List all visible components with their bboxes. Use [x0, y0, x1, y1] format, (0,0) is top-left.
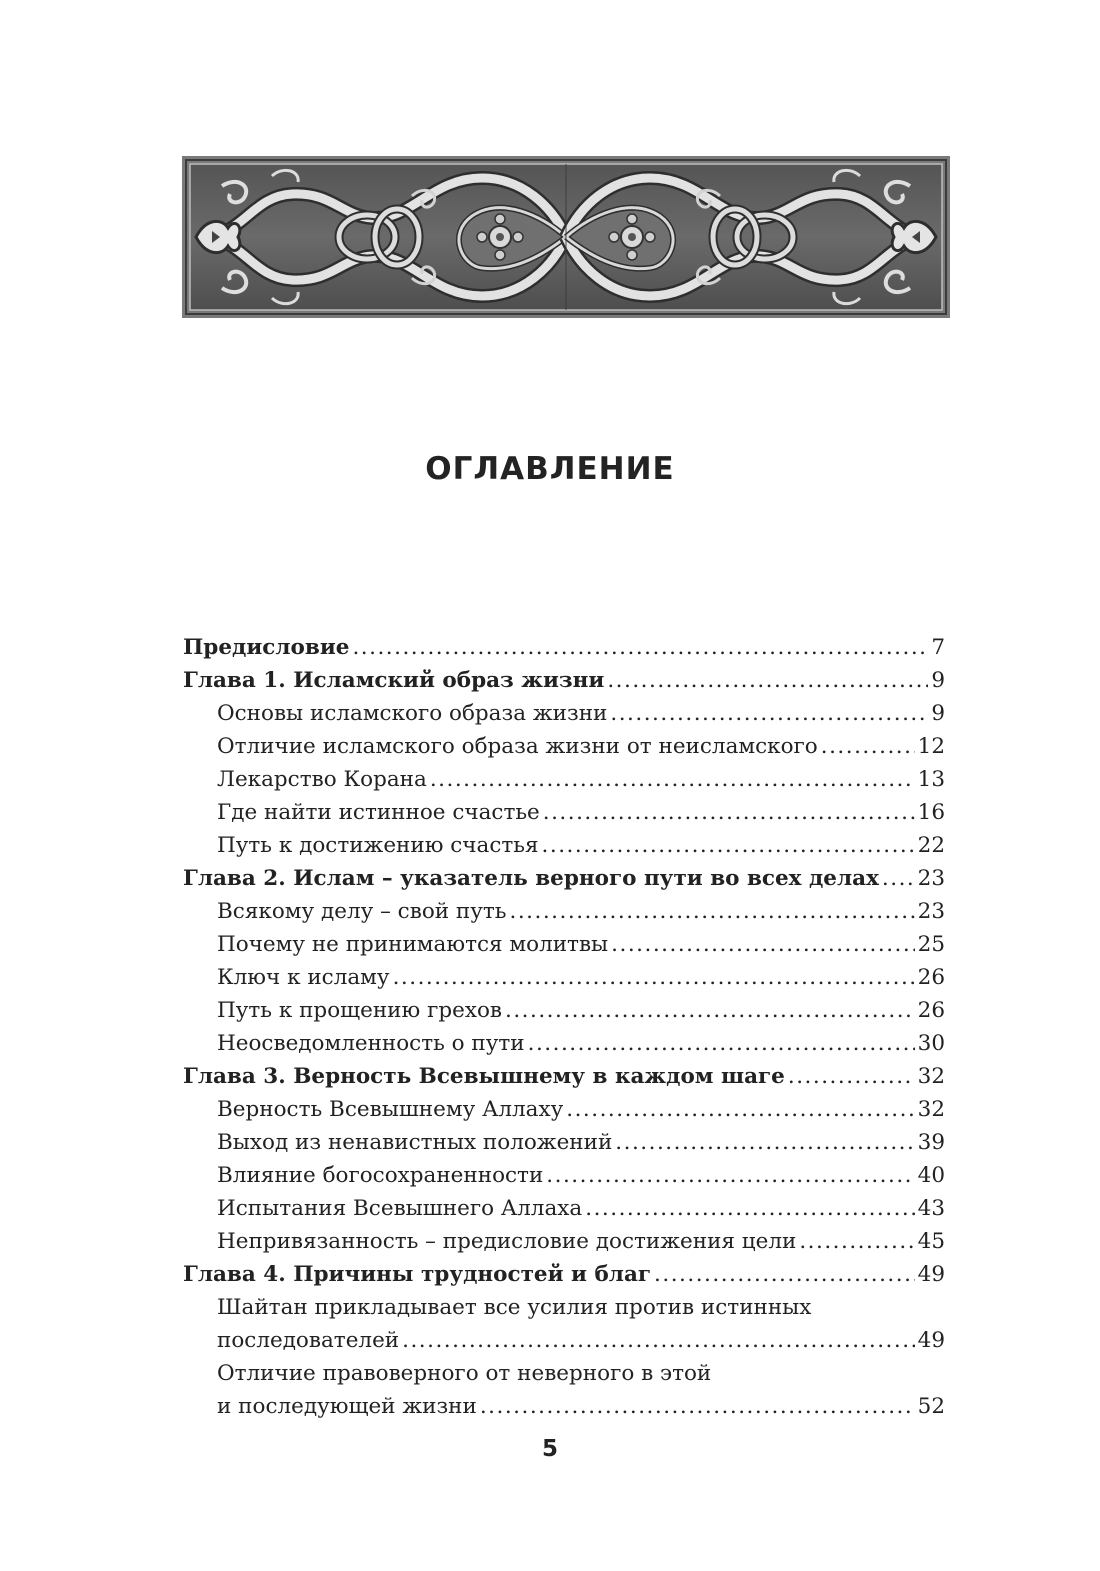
toc-section-entry[interactable]: [183, 1159, 945, 1192]
toc-entry-title: Испытания Всевышнего Аллаха: [217, 1196, 583, 1221]
toc-page-number: 39: [917, 1130, 945, 1155]
toc-entry-title: Глава 1. Исламский образ жизни: [183, 668, 605, 693]
toc-entry-title: Непривязанность – предисловие достижения цели: [217, 1229, 797, 1254]
dot-leader: [882, 862, 915, 895]
toc-page-number: 9: [931, 668, 945, 693]
dot-leader: [821, 730, 915, 763]
toc-chapter-entry[interactable]: [183, 631, 945, 664]
toc-chapter-entry[interactable]: [183, 1258, 945, 1291]
dot-leader: [480, 1390, 915, 1423]
toc-entry-title: Ключ к исламу: [217, 965, 390, 990]
toc-section-entry[interactable]: [183, 1192, 945, 1225]
toc-page-number: 7: [931, 635, 945, 660]
dot-leader: [402, 1324, 915, 1357]
toc-section-entry[interactable]: [183, 895, 945, 928]
toc-section-entry[interactable]: [183, 928, 945, 961]
dot-leader: [528, 1027, 915, 1060]
toc-entry-title: Почему не принимаются молитвы: [217, 932, 609, 957]
toc-entry-line: Шайтан прикладывает все усилия против истинных: [217, 1295, 812, 1320]
toc-entry-title: и последующей жизни: [217, 1394, 477, 1419]
table-of-contents: [183, 631, 945, 1423]
toc-section-entry[interactable]: [183, 1126, 945, 1159]
toc-entry-title: Основы исламского образа жизни: [217, 701, 608, 726]
toc-page-number: 13: [917, 767, 945, 792]
dot-leader: [799, 1225, 914, 1258]
toc-page-number: 22: [917, 833, 945, 858]
toc-entry-title: Путь к прощению грехов: [217, 998, 502, 1023]
dot-leader: [505, 994, 915, 1027]
toc-entry-title: Глава 2. Ислам – указатель верного пути во всех делах: [183, 866, 879, 891]
dot-leader: [543, 796, 915, 829]
toc-entry-title: Глава 3. Верность Всевышнему в каждом шаге: [183, 1064, 785, 1089]
toc-page-number: 45: [917, 1229, 945, 1254]
toc-section-entry[interactable]: [183, 1324, 945, 1357]
toc-entry-title: Неосведомленность о пути: [217, 1031, 525, 1056]
toc-section-entry[interactable]: [183, 763, 945, 796]
toc-page-number: 52: [917, 1394, 945, 1419]
dot-leader: [654, 1258, 915, 1291]
arabesque-ornament-image: [182, 156, 950, 318]
dot-leader: [546, 1159, 914, 1192]
dot-leader: [610, 697, 928, 730]
toc-page-number: 23: [917, 899, 945, 924]
dot-leader: [393, 961, 915, 994]
toc-entry-title: Лекарство Корана: [217, 767, 427, 792]
dot-leader: [611, 928, 914, 961]
dot-leader: [566, 1093, 914, 1126]
toc-page-number: 30: [917, 1031, 945, 1056]
dot-leader: [607, 664, 928, 697]
toc-chapter-entry[interactable]: [183, 664, 945, 697]
toc-entry-title: Верность Всевышнему Аллаху: [217, 1097, 564, 1122]
toc-section-entry[interactable]: [183, 1390, 945, 1423]
toc-entry-title: Предисловие: [183, 635, 350, 660]
toc-page-number: 49: [917, 1262, 945, 1287]
toc-entry-title: Отличие исламского образа жизни от неисламского: [217, 734, 818, 759]
toc-section-entry[interactable]: [183, 697, 945, 730]
toc-section-entry[interactable]: [183, 730, 945, 763]
toc-page-number: 23: [917, 866, 945, 891]
dot-leader: [510, 895, 915, 928]
toc-section-entry[interactable]: [183, 961, 945, 994]
toc-section-entry[interactable]: [183, 829, 945, 862]
ornament-banner: [182, 156, 950, 318]
toc-page-number: 25: [917, 932, 945, 957]
toc-entry-title: Влияние богосохраненности: [217, 1163, 544, 1188]
dot-leader: [585, 1192, 914, 1225]
toc-entry-title: Где найти истинное счастье: [217, 800, 540, 825]
toc-section-entry[interactable]: [183, 1027, 945, 1060]
toc-section-entry[interactable]: [183, 796, 945, 829]
toc-section-entry[interactable]: [183, 1225, 945, 1258]
toc-page-number: 26: [917, 998, 945, 1023]
toc-page-number: 43: [917, 1196, 945, 1221]
toc-entry-title: последователей: [217, 1328, 400, 1353]
toc-chapter-entry[interactable]: [183, 862, 945, 895]
toc-page-number: 26: [917, 965, 945, 990]
dot-leader: [542, 829, 915, 862]
page-number: 5: [541, 1436, 558, 1462]
page-title: ОГЛАВЛЕНИЕ: [425, 451, 675, 487]
dot-leader: [352, 631, 928, 664]
toc-entry-title: Путь к достижению счастья: [217, 833, 539, 858]
toc-page-number: 32: [917, 1064, 945, 1089]
dot-leader: [788, 1060, 915, 1093]
toc-page-number: 32: [917, 1097, 945, 1122]
dot-leader: [615, 1126, 914, 1159]
toc-entry-title: Выход из ненавистных положений: [217, 1130, 613, 1155]
toc-page-number: 40: [917, 1163, 945, 1188]
toc-entry-line: Отличие правоверного от неверного в этой: [217, 1361, 712, 1386]
toc-page-number: 16: [917, 800, 945, 825]
toc-page-number: 9: [931, 701, 945, 726]
toc-page-number: 12: [917, 734, 945, 759]
toc-section-entry[interactable]: [183, 1093, 945, 1126]
toc-page-number: 49: [917, 1328, 945, 1353]
dot-leader: [430, 763, 915, 796]
toc-chapter-entry[interactable]: [183, 1060, 945, 1093]
toc-entry-title: Всякому делу – свой путь: [217, 899, 507, 924]
toc-section-entry[interactable]: [183, 994, 945, 1027]
toc-entry-title: Глава 4. Причины трудностей и благ: [183, 1262, 652, 1287]
